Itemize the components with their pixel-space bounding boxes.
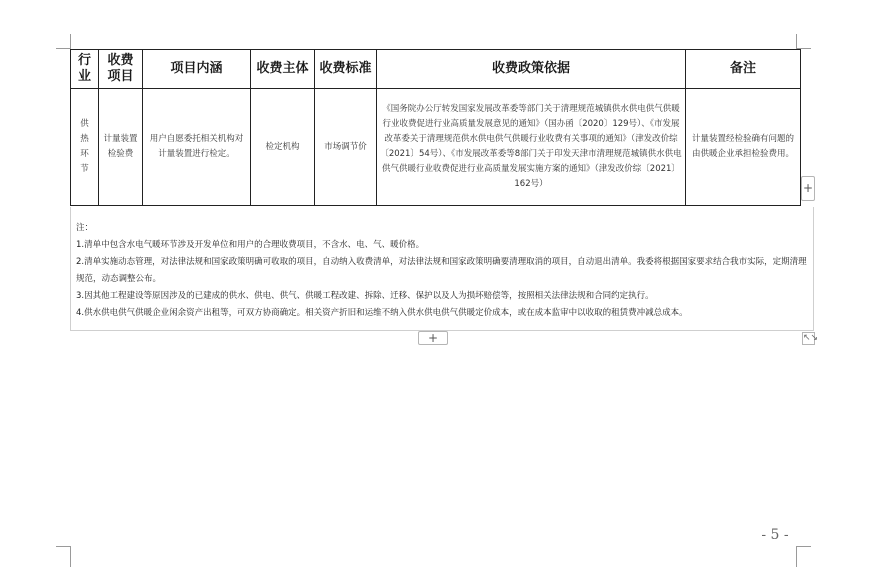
header-standard[interactable]: 收费标准 <box>315 50 377 89</box>
cell-industry-text: 供热环节 <box>80 119 89 174</box>
page-number: - 5 - <box>761 527 789 543</box>
header-fee-item[interactable]: 收费项目 <box>99 50 143 89</box>
cell-fee-item[interactable]: 计量装置检验费 <box>99 89 143 206</box>
note-item-4: 4.供水供电供气供暖企业闲余资产出租等，可双方协商确定。相关资产折旧和运维不纳入供水供电供气供暖定价成本，或在成本监审中以收取的租赁费冲减总成本。 <box>76 308 688 318</box>
header-remark[interactable]: 备注 <box>686 50 801 89</box>
notes-section[interactable] <box>70 207 814 331</box>
margin-corner-bottom-left <box>56 546 71 567</box>
fee-table <box>70 49 801 206</box>
margin-corner-top-left <box>56 34 71 49</box>
cell-industry[interactable] <box>71 89 99 206</box>
add-row-button[interactable]: + <box>418 331 448 345</box>
cell-remark[interactable]: 计量装置经检验确有问题的由供暖企业承担检验费用。 <box>686 89 801 206</box>
header-policy-basis[interactable]: 收费政策依据 <box>377 50 686 89</box>
note-item-3: 3.因其他工程建设等原因涉及的已建成的供水、供电、供气、供暖工程改建、拆除、迁移、保护以及人为损坏赔偿等，按照相关法律法规和合同约定执行。 <box>76 291 654 301</box>
table-header-row <box>71 50 801 89</box>
cell-content[interactable]: 用户自愿委托相关机构对计量装置进行检定。 <box>143 89 251 206</box>
header-industry[interactable]: 行业 <box>71 50 99 89</box>
note-item-2: 2.清单实施动态管理，对法律法规和国家政策明确可收取的项目，自动纳入收费清单，对法律法规和国家政策明确要清理取消的项目，自动退出清单。我委将根据国家要求结合我市实际，定期清理规范，动态调整公布。 <box>76 257 807 284</box>
cell-policy-basis[interactable]: 《国务院办公厅转发国家发展改革委等部门关于清理规范城镇供水供电供气供暖行业收费促进行业高质量发展意见的通知》（国办函〔2020〕129号）、《市发展改革委关于清理规范供水供电供气供暖行业收费有关事项的通知》（津发改价综〔2021〕54号）、《市发展改革委等8部门关于印发天津市清理规范城镇供水供电供气供暖行业收费促进行业高质量发展实施方案的通知》（津发改价综〔2021〕162号） <box>377 89 686 206</box>
table-resize-handle-icon[interactable]: ↖↘ <box>803 333 819 343</box>
header-content[interactable]: 项目内涵 <box>143 50 251 89</box>
cell-subject[interactable]: 检定机构 <box>251 89 315 206</box>
add-column-button[interactable]: + <box>801 176 815 201</box>
notes-title: 注： <box>76 223 94 233</box>
note-item-1: 1.清单中包含水电气暖环节涉及开发单位和用户的合理收费项目，不含水、电、气、暖价格。 <box>76 240 425 250</box>
margin-corner-top-right <box>796 34 811 49</box>
header-subject[interactable]: 收费主体 <box>251 50 315 89</box>
margin-corner-bottom-right <box>796 546 811 567</box>
table-row <box>71 89 801 206</box>
cell-standard[interactable]: 市场调节价 <box>315 89 377 206</box>
